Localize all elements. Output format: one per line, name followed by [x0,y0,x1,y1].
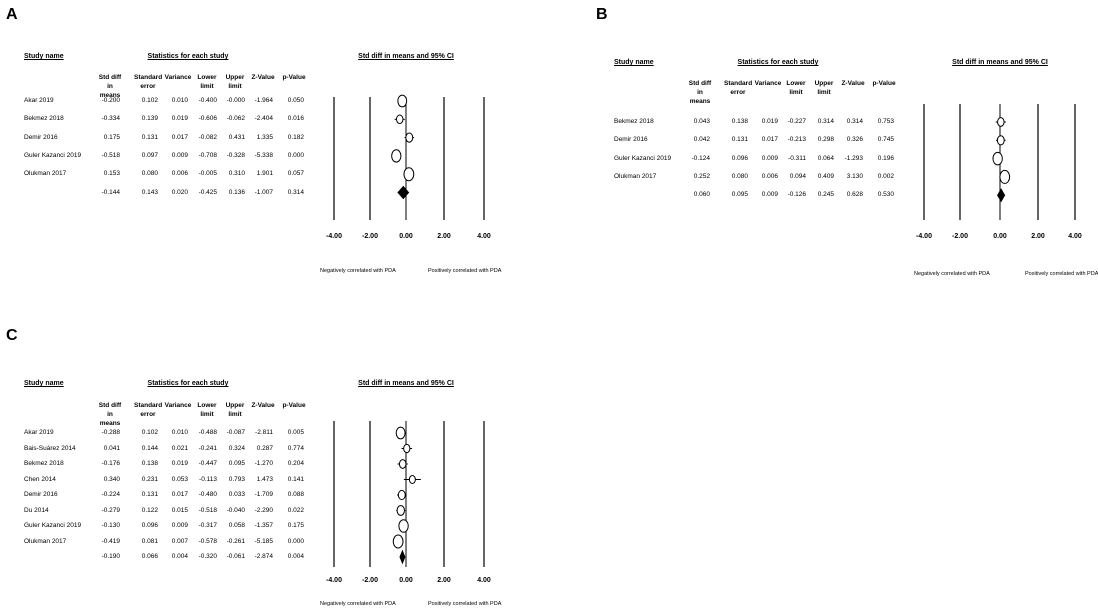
table-cell: 0.000 [287,537,304,545]
table-cell: -0.488 [198,429,217,436]
statistics-header: Statistics for each study [147,380,229,387]
table-cell: 0.022 [287,506,304,514]
table-cell: 0.153 [103,170,120,178]
table-cell: 0.017 [171,491,188,498]
table-cell: 0.019 [171,115,188,123]
table-cell: -1.357 [254,522,273,529]
summary-cell: 0.060 [693,191,710,199]
summary-cell: -0.320 [198,553,217,560]
column-header: p-Value [872,80,896,87]
table-cell: -0.130 [101,522,120,529]
x-tick-label: 2.00 [437,577,451,584]
table-cell: -2.404 [254,115,273,123]
table-cell: 0.287 [256,444,273,452]
column-header: Variance [164,74,192,81]
study-point [398,490,405,499]
panel-label: A [6,6,18,23]
table-cell: 0.102 [141,97,158,104]
x-tick-label: -4.00 [916,233,932,240]
study-point [404,444,410,452]
study-name: Chen 2014 [24,475,56,483]
table-cell: -0.328 [226,151,245,159]
study-name: Guler Kazanci 2019 [24,151,82,159]
table-cell: 0.131 [141,133,158,141]
x-tick-label: 0.00 [399,577,413,584]
table-cell: 0.122 [141,506,158,514]
study-name: Olukman 2017 [24,537,67,545]
table-cell: 0.057 [287,170,304,178]
table-cell: 0.009 [171,151,188,159]
study-name: Du 2014 [24,506,49,514]
summary-diamond [400,551,405,563]
table-cell: -0.062 [226,115,245,123]
table-cell: -0.241 [198,444,217,452]
column-header: p-Value [282,74,306,81]
summary-cell: 0.136 [228,188,245,196]
table-cell: 0.019 [761,118,778,125]
table-cell: -0.708 [198,151,217,159]
table-cell: -0.578 [198,537,217,545]
table-cell: 0.006 [171,170,188,178]
table-cell: 0.081 [141,537,158,545]
table-cell: -1.293 [844,154,863,162]
footer-positive: Positively correlated with PDA [428,268,502,274]
column-header: Upper limit [225,74,245,90]
table-cell: 0.138 [731,118,748,125]
table-cell: 0.042 [693,136,710,144]
table-cell: 0.204 [287,460,304,467]
table-cell: 0.088 [287,491,304,498]
table-cell: 0.064 [817,154,834,162]
table-cell: -0.518 [101,151,120,159]
table-cell: -0.288 [101,429,120,436]
study-name-header: Study name [24,53,64,60]
column-header: Z-Value [251,74,275,81]
table-cell: -2.290 [254,506,273,514]
table-cell: -0.224 [101,491,120,498]
table-cell: 0.021 [171,444,188,452]
summary-cell: -0.425 [198,188,217,196]
summary-cell: 0.143 [141,188,158,196]
forest-plot-header: Std diff in means and 95% CI [952,59,1048,66]
footer-negative: Negatively correlated with PDA [914,271,990,277]
column-header: Standard error [134,402,163,418]
table-cell: 0.000 [287,151,304,159]
summary-cell: -1.007 [254,188,273,196]
table-cell: -0.261 [226,537,245,545]
table-cell: -0.447 [198,460,217,467]
table-cell: 0.050 [287,97,304,104]
summary-cell: 0.245 [817,191,834,199]
table-cell: 0.298 [817,136,834,144]
study-name: Bais-Suárez 2014 [24,444,76,452]
summary-cell: -0.061 [226,553,245,560]
summary-cell: 0.009 [761,191,778,199]
x-tick-label: 4.00 [477,577,491,584]
table-cell: 0.324 [228,444,245,452]
column-header: Std diff in means [98,74,122,99]
footer-negative: Negatively correlated with PDA [320,601,396,607]
table-cell: 0.096 [731,154,748,162]
x-tick-label: -2.00 [362,233,378,240]
column-header: Z-Value [841,80,865,87]
table-cell: 0.097 [141,151,158,159]
column-header: Lower limit [197,402,217,418]
table-cell: 0.252 [693,172,710,180]
table-cell: 0.431 [228,133,245,141]
table-cell: 0.141 [287,475,304,483]
forest-plot-header: Std diff in means and 95% CI [358,380,454,387]
table-cell: 0.010 [171,97,188,104]
table-cell: 0.409 [817,172,834,180]
table-cell: -0.087 [226,429,245,436]
summary-cell: -0.126 [787,191,806,199]
table-cell: 0.017 [761,136,778,144]
table-cell: 0.326 [846,136,863,144]
column-header: Lower limit [197,74,217,90]
table-cell: -0.000 [226,97,245,104]
study-point [399,520,408,533]
table-cell: -1.964 [254,97,273,104]
table-cell: 0.175 [287,522,304,529]
x-tick-label: 4.00 [477,233,491,240]
table-cell: 0.058 [228,522,245,529]
table-cell: 0.009 [761,154,778,162]
table-cell: 0.080 [731,172,748,180]
table-cell: 0.007 [171,537,188,545]
column-header: Std diff in means [688,80,712,105]
x-tick-label: 2.00 [1031,233,1045,240]
panel-label: C [6,327,18,344]
study-point [396,427,405,439]
table-cell: 0.131 [731,136,748,144]
table-cell: -0.005 [198,170,217,178]
table-cell: 0.310 [228,170,245,178]
table-cell: -0.606 [198,115,217,123]
column-header: Upper limit [225,402,245,418]
table-cell: 0.182 [287,133,304,141]
table-cell: -5.185 [254,537,273,545]
study-point [409,476,415,484]
table-cell: -0.213 [787,136,806,144]
column-header: Variance [754,80,782,87]
summary-cell: -0.144 [101,188,120,196]
x-tick-label: 0.00 [399,233,413,240]
table-cell: 1.473 [256,475,273,483]
table-cell: 0.010 [171,429,188,436]
study-name: Demir 2016 [614,136,648,144]
summary-cell: 0.314 [287,188,304,196]
study-name: Bekmez 2018 [24,460,64,467]
panel-label: B [596,6,608,23]
table-cell: 1.901 [256,170,273,178]
column-header: Standard error [134,74,163,90]
column-header: Standard error [724,80,753,96]
table-cell: 0.080 [141,170,158,178]
x-tick-label: -2.00 [952,233,968,240]
table-cell: 0.102 [141,429,158,436]
table-cell: 0.041 [103,444,120,452]
table-cell: 0.139 [141,115,158,123]
summary-cell: 0.066 [141,553,158,560]
study-name: Akar 2019 [24,429,54,436]
study-name: Demir 2016 [24,133,58,141]
table-cell: 0.131 [141,491,158,498]
column-header: Upper limit [814,80,834,96]
statistics-header: Statistics for each study [737,59,819,66]
table-cell: 0.231 [141,475,158,483]
table-cell: 1.335 [256,133,273,141]
study-name: Guler Kazanci 2019 [24,522,82,529]
table-cell: -0.176 [101,460,120,467]
summary-cell: 0.020 [171,188,188,196]
summary-cell: 0.095 [731,191,748,199]
table-cell: 0.053 [171,475,188,483]
x-tick-label: 0.00 [993,233,1007,240]
study-point [399,460,406,469]
study-name: Demir 2016 [24,491,58,498]
table-cell: 0.144 [141,444,158,452]
summary-cell: 0.530 [877,191,894,199]
table-cell: 0.002 [877,172,894,180]
table-cell: -0.400 [198,97,217,104]
study-point [397,506,404,516]
forest-plot-header: Std diff in means and 95% CI [358,53,454,60]
column-header: Lower limit [786,80,806,96]
x-tick-label: -4.00 [326,233,342,240]
table-cell: -0.200 [101,97,120,104]
column-header: Std diff in means [98,402,122,427]
table-cell: 0.095 [228,460,245,467]
table-cell: -0.334 [101,115,120,123]
table-cell: 3.130 [846,172,863,180]
summary-cell: -2.874 [254,553,273,560]
column-header: Variance [164,402,192,409]
table-cell: -1.270 [254,460,273,467]
study-name: Bekmez 2018 [614,118,654,125]
table-cell: 0.753 [877,118,894,125]
table-cell: -0.518 [198,506,217,514]
table-cell: -0.040 [226,506,245,514]
table-cell: -0.480 [198,491,217,498]
table-cell: 0.015 [171,506,188,514]
table-cell: 0.774 [287,444,304,452]
table-cell: -0.317 [198,522,217,529]
table-cell: 0.314 [817,118,834,125]
footer-positive: Positively correlated with PDA [428,601,502,607]
table-cell: -5.338 [254,151,273,159]
table-cell: 0.094 [789,172,806,180]
table-cell: -1.709 [254,491,273,498]
x-tick-label: 2.00 [437,233,451,240]
statistics-header: Statistics for each study [147,53,229,60]
table-cell: 0.745 [877,136,894,144]
x-tick-label: -2.00 [362,577,378,584]
study-name-header: Study name [614,59,654,66]
table-cell: 0.009 [171,522,188,529]
table-cell: 0.138 [141,460,158,467]
table-cell: -0.279 [101,506,120,514]
table-cell: 0.196 [877,154,894,162]
x-tick-label: -4.00 [326,577,342,584]
table-cell: -0.419 [101,537,120,545]
table-cell: 0.033 [228,491,245,498]
summary-cell: 0.628 [846,191,863,199]
summary-cell: 0.004 [287,553,304,560]
study-name: Akar 2019 [24,97,54,104]
table-cell: 0.017 [171,133,188,141]
table-cell: 0.006 [761,172,778,180]
table-cell: -0.082 [198,133,217,141]
table-cell: 0.096 [141,522,158,529]
table-cell: 0.005 [287,429,304,436]
table-cell: 0.043 [693,118,710,125]
table-cell: 0.340 [103,475,120,483]
study-name-header: Study name [24,380,64,387]
column-header: p-Value [282,402,306,409]
table-cell: -2.811 [255,429,273,436]
table-cell: -0.124 [691,154,710,162]
study-name: Olukman 2017 [24,170,67,178]
table-cell: -0.113 [199,475,217,483]
table-cell: 0.019 [171,460,188,467]
summary-cell: -0.190 [101,553,120,560]
summary-cell: 0.004 [171,553,188,560]
table-cell: -0.311 [788,154,806,162]
x-tick-label: 4.00 [1068,233,1082,240]
table-cell: 0.793 [228,475,245,483]
study-name: Olukman 2017 [614,172,657,180]
study-name: Bekmez 2018 [24,115,64,123]
footer-negative: Negatively correlated with PDA [320,268,396,274]
footer-positive: Positively correlated with PDA [1025,271,1098,277]
study-point [393,535,403,548]
table-cell: 0.175 [103,133,120,141]
table-cell: 0.314 [846,118,863,125]
column-header: Z-Value [251,402,275,409]
table-cell: -0.227 [787,118,806,125]
table-cell: 0.016 [287,115,304,123]
study-name: Guler Kazanci 2019 [614,154,672,162]
